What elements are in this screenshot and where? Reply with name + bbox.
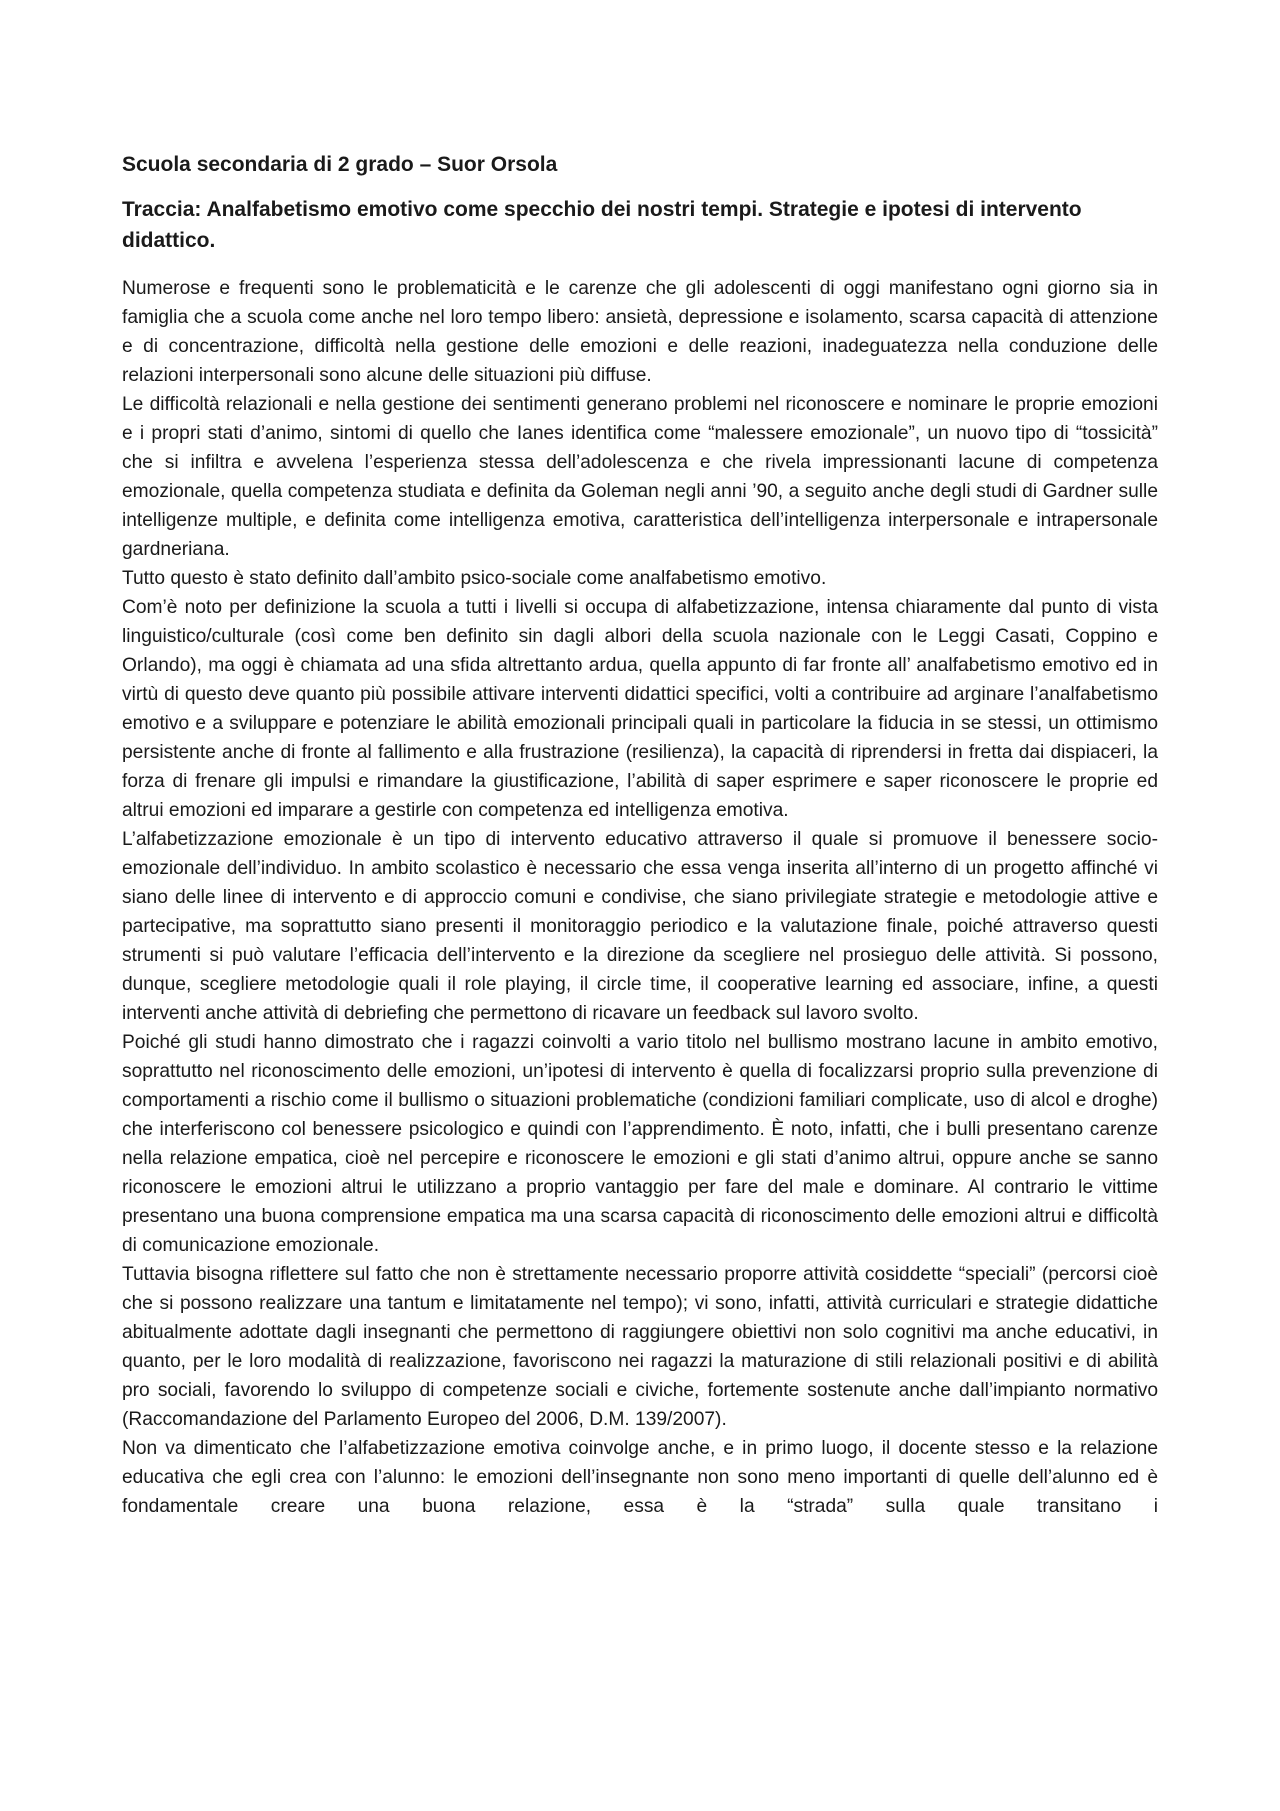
- paragraph-3: Tutto questo è stato definito dall’ambito psico-sociale come analfabetismo emotivo.: [122, 568, 827, 589]
- paragraph-8: Non va dimenticato che l’alfabetizzazione emotiva coinvolge anche, e in primo luogo, il docente stesso e la relazione educativa che egli crea con l’alunno: le emozioni dell’insegnante non sono meno importanti di quelle dell’alunno ed è fondamentale creare una buona relazione, essa è la “strada” sulla quale transitano i: [122, 1438, 1158, 1517]
- paragraph-7: Tuttavia bisogna riflettere sul fatto che non è strettamente necessario proporre attività cosiddette “speciali” (percorsi cioè che si possono realizzare una tantum e limitatamente nel tempo); vi sono, infatti, attività curriculari e strategie didattiche abitualmente adottate dagli insegnanti che permettono di raggiungere obiettivi non solo cognitivi ma anche educativi, in quanto, per le loro modalità di realizzazione, favoriscono nei ragazzi la maturazione di stili relazionali positivi e di abilità pro sociali, favorendo lo sviluppo di competenze sociali e civiche, fortemente sostenute anche dall’impianto normativo (Raccomandazione del Parlamento Europeo del 2006, D.M. 139/2007).: [122, 1264, 1158, 1430]
- paragraph-4: Com’è noto per definizione la scuola a tutti i livelli si occupa di alfabetizzazione, intensa chiaramente dal punto di vista linguistico/culturale (così come ben definito sin dagli albori della scuola nazionale con le Leggi Casati, Coppino e Orlando), ma oggi è chiamata ad una sfida altrettanto ardua, quella appunto di far fronte all’ analfabetismo emotivo ed in virtù di questo deve quanto più possibile attivare interventi didattici specifici, volti a contribuire ad arginare l’analfabetismo emotivo e a sviluppare e potenziare le abilità emozionali principali quali in particolare la fiducia in se stessi, un ottimismo persistente anche di fronte al fallimento e alla frustrazione (resilienza), la capacità di riprendersi in fretta dai dispiaceri, la forza di frenare gli impulsi e rimandare la giustificazione, l’abilità di saper esprimere e saper riconoscere le proprie ed altrui emozioni ed imparare a gestirle con competenza ed intelligenza emotiva.: [122, 597, 1158, 821]
- document-body: [122, 274, 1158, 1521]
- assignment-title: Traccia: Analfabetismo emotivo come specchio dei nostri tempi. Strategie e ipotesi di intervento didattico.: [122, 198, 1082, 252]
- school-title: Scuola secondaria di 2 grado – Suor Orsola: [122, 153, 558, 176]
- paragraph-1: Numerose e frequenti sono le problematicità e le carenze che gli adolescenti di oggi manifestano ogni giorno sia in famiglia che a scuola come anche nel loro tempo libero: ansietà, depressione e isolamento, scarsa capacità di attenzione e di concentrazione, difficoltà nella gestione delle emozioni e delle reazioni, inadeguatezza nella conduzione delle relazioni interpersonali sono alcune delle situazioni più diffuse.: [122, 278, 1158, 386]
- paragraph-5: L’alfabetizzazione emozionale è un tipo di intervento educativo attraverso il quale si promuove il benessere socio-emozionale dell’individuo. In ambito scolastico è necessario che essa venga inserita all’interno di un progetto affinché vi siano delle linee di intervento e di approccio comuni e condivise, che siano privilegiate strategie e metodologie attive e partecipative, ma soprattutto siano presenti il monitoraggio periodico e la valutazione finale, poiché attraverso questi strumenti si può valutare l’efficacia dell’intervento e la direzione da scegliere nel prosieguo delle attività. Si possono, dunque, scegliere metodologie quali il role playing, il circle time, il cooperative learning ed associare, infine, a questi interventi anche attività di debriefing che permettono di ricavare un feedback sul lavoro svolto.: [122, 829, 1158, 1024]
- paragraph-2: Le difficoltà relazionali e nella gestione dei sentimenti generano problemi nel riconoscere e nominare le proprie emozioni e i propri stati d’animo, sintomi di quello che Ianes identifica come “malessere emozionale”, un nuovo tipo di “tossicità” che si infiltra e avvelena l’esperienza stessa dell’adolescenza e che rivela impressionanti lacune di competenza emozionale, quella competenza studiata e definita da Goleman negli anni ’90, a seguito anche degli studi di Gardner sulle intelligenze multiple, e definita come intelligenza emotiva, caratteristica dell’intelligenza interpersonale e intrapersonale gardneriana.: [122, 394, 1158, 560]
- paragraph-6: Poiché gli studi hanno dimostrato che i ragazzi coinvolti a vario titolo nel bullismo mostrano lacune in ambito emotivo, soprattutto nel riconoscimento delle emozioni, un’ipotesi di intervento è quella di focalizzarsi proprio sulla prevenzione di comportamenti a rischio come il bullismo o situazioni problematiche (condizioni familiari complicate, uso di alcol e droghe) che interferiscono col benessere psicologico e quindi con l’apprendimento. È noto, infatti, che i bulli presentano carenze nella relazione empatica, cioè nel percepire e riconoscere le emozioni e gli stati d’animo altrui, oppure anche se sanno riconoscere le emozioni altrui le utilizzano a proprio vantaggio per fare del male e dominare. Al contrario le vittime presentano una buona comprensione empatica ma una scarsa capacità di riconoscimento delle emozioni altrui e difficoltà di comunicazione emozionale.: [122, 1032, 1158, 1256]
- document-page: [122, 150, 1158, 1521]
